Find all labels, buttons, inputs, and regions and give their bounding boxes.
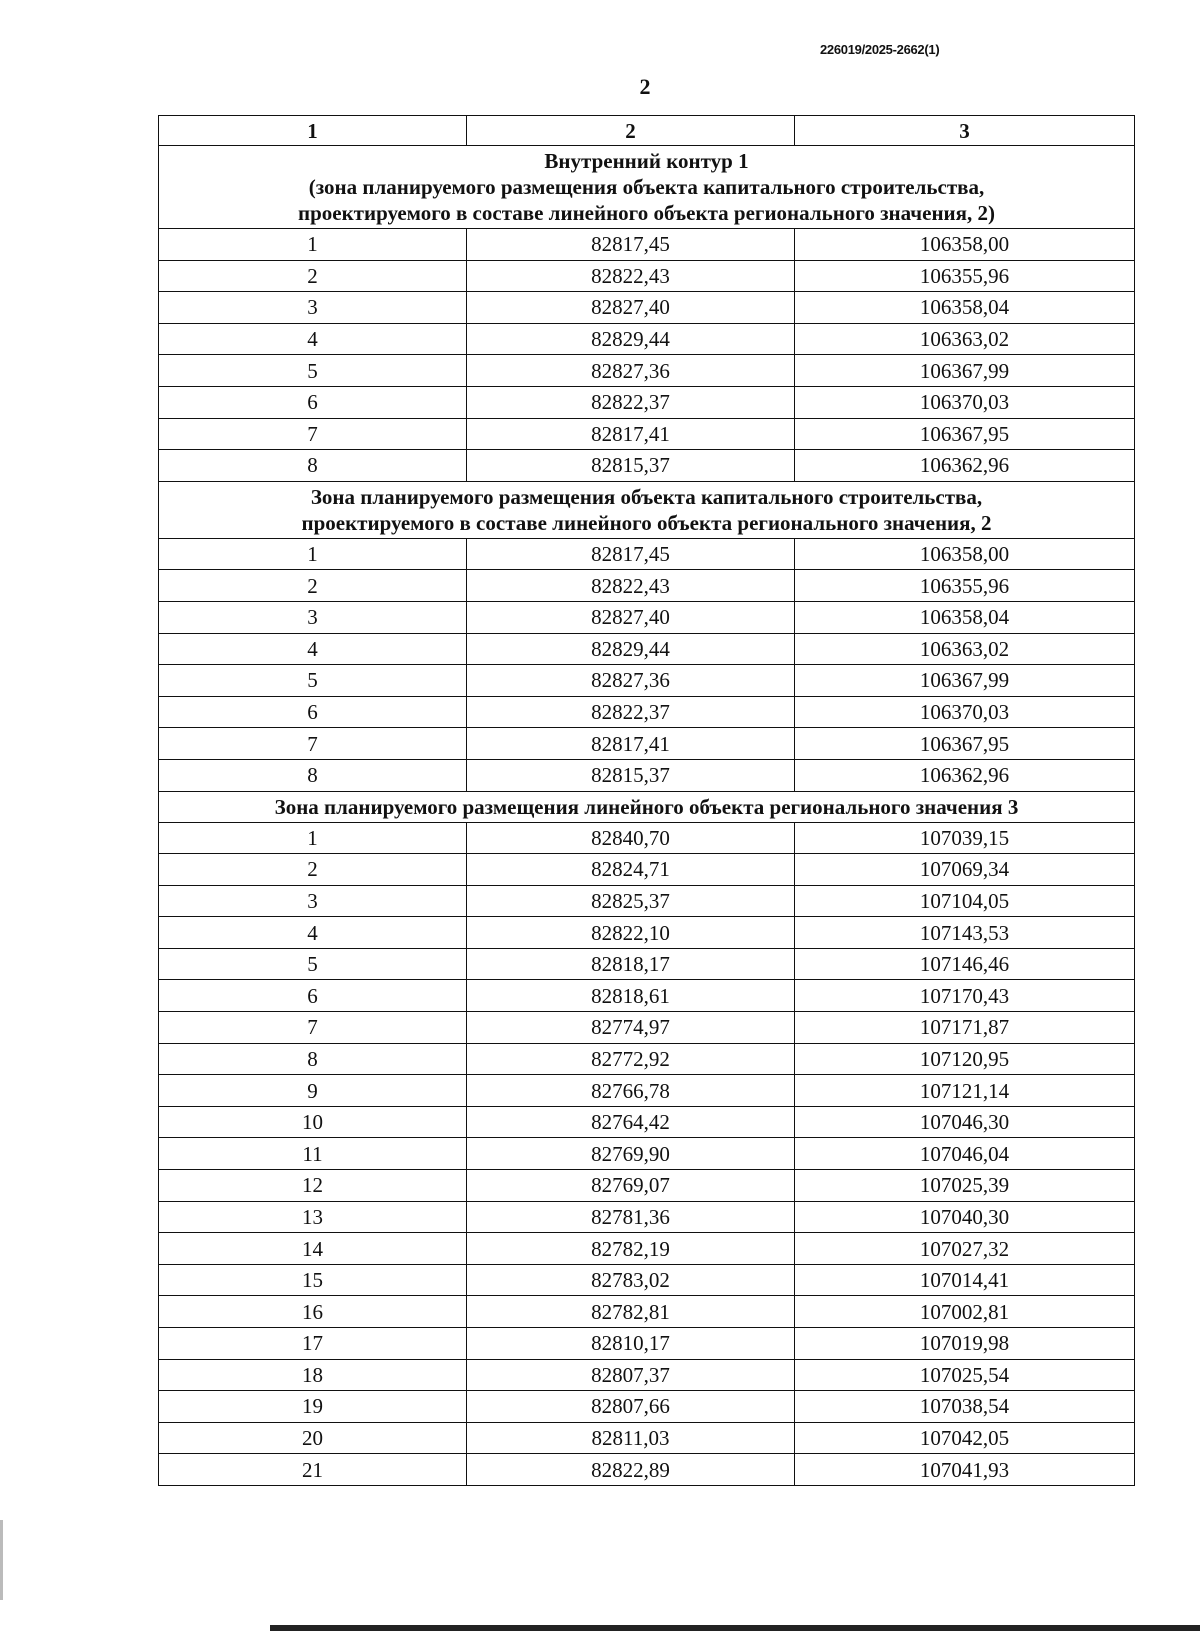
table-row [159, 601, 1135, 633]
coordinates-table-container [158, 115, 1134, 1486]
point-number-cell: 7 [159, 728, 467, 760]
x-coordinate-cell: 82782,81 [467, 1296, 795, 1328]
table-row [159, 450, 1135, 482]
table-row [159, 1233, 1135, 1265]
table-row [159, 759, 1135, 791]
y-coordinate-cell: 107042,05 [795, 1422, 1135, 1454]
table-row [159, 822, 1135, 854]
point-number-cell: 9 [159, 1075, 467, 1107]
y-coordinate-cell: 106355,96 [795, 260, 1135, 292]
point-number-cell: 13 [159, 1201, 467, 1233]
column-header-2: 2 [467, 116, 795, 146]
table-row [159, 1106, 1135, 1138]
table-row [159, 1138, 1135, 1170]
section-header-row [159, 146, 1135, 229]
x-coordinate-cell: 82827,36 [467, 355, 795, 387]
y-coordinate-cell: 106367,95 [795, 728, 1135, 760]
point-number-cell: 8 [159, 450, 467, 482]
x-coordinate-cell: 82817,41 [467, 418, 795, 450]
point-number-cell: 7 [159, 418, 467, 450]
section-title: Внутренний контур 1 (зона планируемого размещения объекта капитального строительства, проектируемого в составе линейного объекта регионального значения, 2) [159, 146, 1135, 229]
y-coordinate-cell: 107171,87 [795, 1012, 1135, 1044]
x-coordinate-cell: 82811,03 [467, 1422, 795, 1454]
x-coordinate-cell: 82818,61 [467, 980, 795, 1012]
table-row [159, 260, 1135, 292]
column-header-3: 3 [795, 116, 1135, 146]
point-number-cell: 12 [159, 1170, 467, 1202]
point-number-cell: 6 [159, 386, 467, 418]
table-row [159, 980, 1135, 1012]
y-coordinate-cell: 106367,99 [795, 355, 1135, 387]
point-number-cell: 2 [159, 570, 467, 602]
section-title: Зона планируемого размещения объекта капитального строительства, проектируемого в составе линейного объекта регионального значения, 2 [159, 481, 1135, 538]
point-number-cell: 14 [159, 1233, 467, 1265]
x-coordinate-cell: 82840,70 [467, 822, 795, 854]
table-row [159, 1328, 1135, 1360]
point-number-cell: 3 [159, 885, 467, 917]
table-row [159, 633, 1135, 665]
x-coordinate-cell: 82825,37 [467, 885, 795, 917]
x-coordinate-cell: 82815,37 [467, 759, 795, 791]
y-coordinate-cell: 106370,03 [795, 386, 1135, 418]
table-row [159, 292, 1135, 324]
y-coordinate-cell: 107039,15 [795, 822, 1135, 854]
y-coordinate-cell: 106367,95 [795, 418, 1135, 450]
table-row [159, 948, 1135, 980]
table-row [159, 1454, 1135, 1486]
point-number-cell: 21 [159, 1454, 467, 1486]
point-number-cell: 1 [159, 229, 467, 261]
x-coordinate-cell: 82824,71 [467, 854, 795, 886]
document-number: 226019/2025-2662(1) [820, 42, 940, 57]
x-coordinate-cell: 82769,90 [467, 1138, 795, 1170]
y-coordinate-cell: 106367,99 [795, 665, 1135, 697]
point-number-cell: 1 [159, 538, 467, 570]
y-coordinate-cell: 106358,04 [795, 292, 1135, 324]
point-number-cell: 10 [159, 1106, 467, 1138]
table-row [159, 696, 1135, 728]
point-number-cell: 4 [159, 323, 467, 355]
table-row [159, 917, 1135, 949]
y-coordinate-cell: 107041,93 [795, 1454, 1135, 1486]
x-coordinate-cell: 82822,43 [467, 570, 795, 602]
table-row [159, 1201, 1135, 1233]
x-coordinate-cell: 82817,45 [467, 538, 795, 570]
y-coordinate-cell: 107027,32 [795, 1233, 1135, 1265]
point-number-cell: 16 [159, 1296, 467, 1328]
point-number-cell: 18 [159, 1359, 467, 1391]
table-row [159, 885, 1135, 917]
y-coordinate-cell: 106358,00 [795, 229, 1135, 261]
x-coordinate-cell: 82810,17 [467, 1328, 795, 1360]
y-coordinate-cell: 106362,96 [795, 450, 1135, 482]
table-row [159, 1296, 1135, 1328]
page-number: 2 [639, 74, 651, 99]
y-coordinate-cell: 106370,03 [795, 696, 1135, 728]
y-coordinate-cell: 107120,95 [795, 1043, 1135, 1075]
scan-bottom-line [270, 1625, 1200, 1631]
x-coordinate-cell: 82822,89 [467, 1454, 795, 1486]
point-number-cell: 11 [159, 1138, 467, 1170]
section-header-row [159, 481, 1135, 538]
section-header-row [159, 791, 1135, 822]
table-row [159, 323, 1135, 355]
y-coordinate-cell: 107046,30 [795, 1106, 1135, 1138]
table-row [159, 854, 1135, 886]
point-number-cell: 3 [159, 292, 467, 324]
y-coordinate-cell: 106363,02 [795, 633, 1135, 665]
x-coordinate-cell: 82772,92 [467, 1043, 795, 1075]
x-coordinate-cell: 82827,36 [467, 665, 795, 697]
x-coordinate-cell: 82781,36 [467, 1201, 795, 1233]
point-number-cell: 1 [159, 822, 467, 854]
scan-edge-mark [0, 1520, 3, 1600]
point-number-cell: 7 [159, 1012, 467, 1044]
x-coordinate-cell: 82782,19 [467, 1233, 795, 1265]
x-coordinate-cell: 82774,97 [467, 1012, 795, 1044]
table-row [159, 1075, 1135, 1107]
y-coordinate-cell: 106355,96 [795, 570, 1135, 602]
x-coordinate-cell: 82817,41 [467, 728, 795, 760]
y-coordinate-cell: 107143,53 [795, 917, 1135, 949]
point-number-cell: 4 [159, 633, 467, 665]
x-coordinate-cell: 82807,66 [467, 1391, 795, 1423]
table-header-row [159, 116, 1135, 146]
table-row [159, 229, 1135, 261]
x-coordinate-cell: 82815,37 [467, 450, 795, 482]
x-coordinate-cell: 82829,44 [467, 323, 795, 355]
table-body [159, 146, 1135, 1486]
point-number-cell: 8 [159, 1043, 467, 1075]
table-row [159, 538, 1135, 570]
point-number-cell: 8 [159, 759, 467, 791]
y-coordinate-cell: 106358,00 [795, 538, 1135, 570]
table-row [159, 665, 1135, 697]
y-coordinate-cell: 107146,46 [795, 948, 1135, 980]
x-coordinate-cell: 82822,37 [467, 696, 795, 728]
x-coordinate-cell: 82769,07 [467, 1170, 795, 1202]
x-coordinate-cell: 82822,43 [467, 260, 795, 292]
point-number-cell: 5 [159, 355, 467, 387]
y-coordinate-cell: 107019,98 [795, 1328, 1135, 1360]
y-coordinate-cell: 107104,05 [795, 885, 1135, 917]
x-coordinate-cell: 82827,40 [467, 292, 795, 324]
y-coordinate-cell: 107025,39 [795, 1170, 1135, 1202]
x-coordinate-cell: 82822,37 [467, 386, 795, 418]
point-number-cell: 17 [159, 1328, 467, 1360]
point-number-cell: 5 [159, 665, 467, 697]
table-row [159, 1043, 1135, 1075]
table-row [159, 1422, 1135, 1454]
point-number-cell: 6 [159, 696, 467, 728]
x-coordinate-cell: 82807,37 [467, 1359, 795, 1391]
x-coordinate-cell: 82766,78 [467, 1075, 795, 1107]
table-row [159, 1391, 1135, 1423]
point-number-cell: 5 [159, 948, 467, 980]
table-row [159, 570, 1135, 602]
y-coordinate-cell: 107170,43 [795, 980, 1135, 1012]
y-coordinate-cell: 106358,04 [795, 601, 1135, 633]
y-coordinate-cell: 107046,04 [795, 1138, 1135, 1170]
coordinates-table [158, 115, 1135, 1486]
y-coordinate-cell: 107121,14 [795, 1075, 1135, 1107]
table-row [159, 1170, 1135, 1202]
x-coordinate-cell: 82829,44 [467, 633, 795, 665]
point-number-cell: 6 [159, 980, 467, 1012]
y-coordinate-cell: 106363,02 [795, 323, 1135, 355]
table-row [159, 728, 1135, 760]
table-row [159, 1264, 1135, 1296]
x-coordinate-cell: 82818,17 [467, 948, 795, 980]
table-row [159, 1012, 1135, 1044]
point-number-cell: 4 [159, 917, 467, 949]
point-number-cell: 3 [159, 601, 467, 633]
column-header-1: 1 [159, 116, 467, 146]
table-row [159, 355, 1135, 387]
y-coordinate-cell: 107069,34 [795, 854, 1135, 886]
point-number-cell: 2 [159, 260, 467, 292]
point-number-cell: 15 [159, 1264, 467, 1296]
table-row [159, 418, 1135, 450]
y-coordinate-cell: 107040,30 [795, 1201, 1135, 1233]
point-number-cell: 2 [159, 854, 467, 886]
x-coordinate-cell: 82764,42 [467, 1106, 795, 1138]
y-coordinate-cell: 107014,41 [795, 1264, 1135, 1296]
y-coordinate-cell: 107038,54 [795, 1391, 1135, 1423]
y-coordinate-cell: 106362,96 [795, 759, 1135, 791]
x-coordinate-cell: 82822,10 [467, 917, 795, 949]
y-coordinate-cell: 107025,54 [795, 1359, 1135, 1391]
point-number-cell: 20 [159, 1422, 467, 1454]
x-coordinate-cell: 82827,40 [467, 601, 795, 633]
table-row [159, 1359, 1135, 1391]
table-row [159, 386, 1135, 418]
point-number-cell: 19 [159, 1391, 467, 1423]
y-coordinate-cell: 107002,81 [795, 1296, 1135, 1328]
section-title: Зона планируемого размещения линейного объекта регионального значения 3 [159, 791, 1135, 822]
x-coordinate-cell: 82783,02 [467, 1264, 795, 1296]
x-coordinate-cell: 82817,45 [467, 229, 795, 261]
